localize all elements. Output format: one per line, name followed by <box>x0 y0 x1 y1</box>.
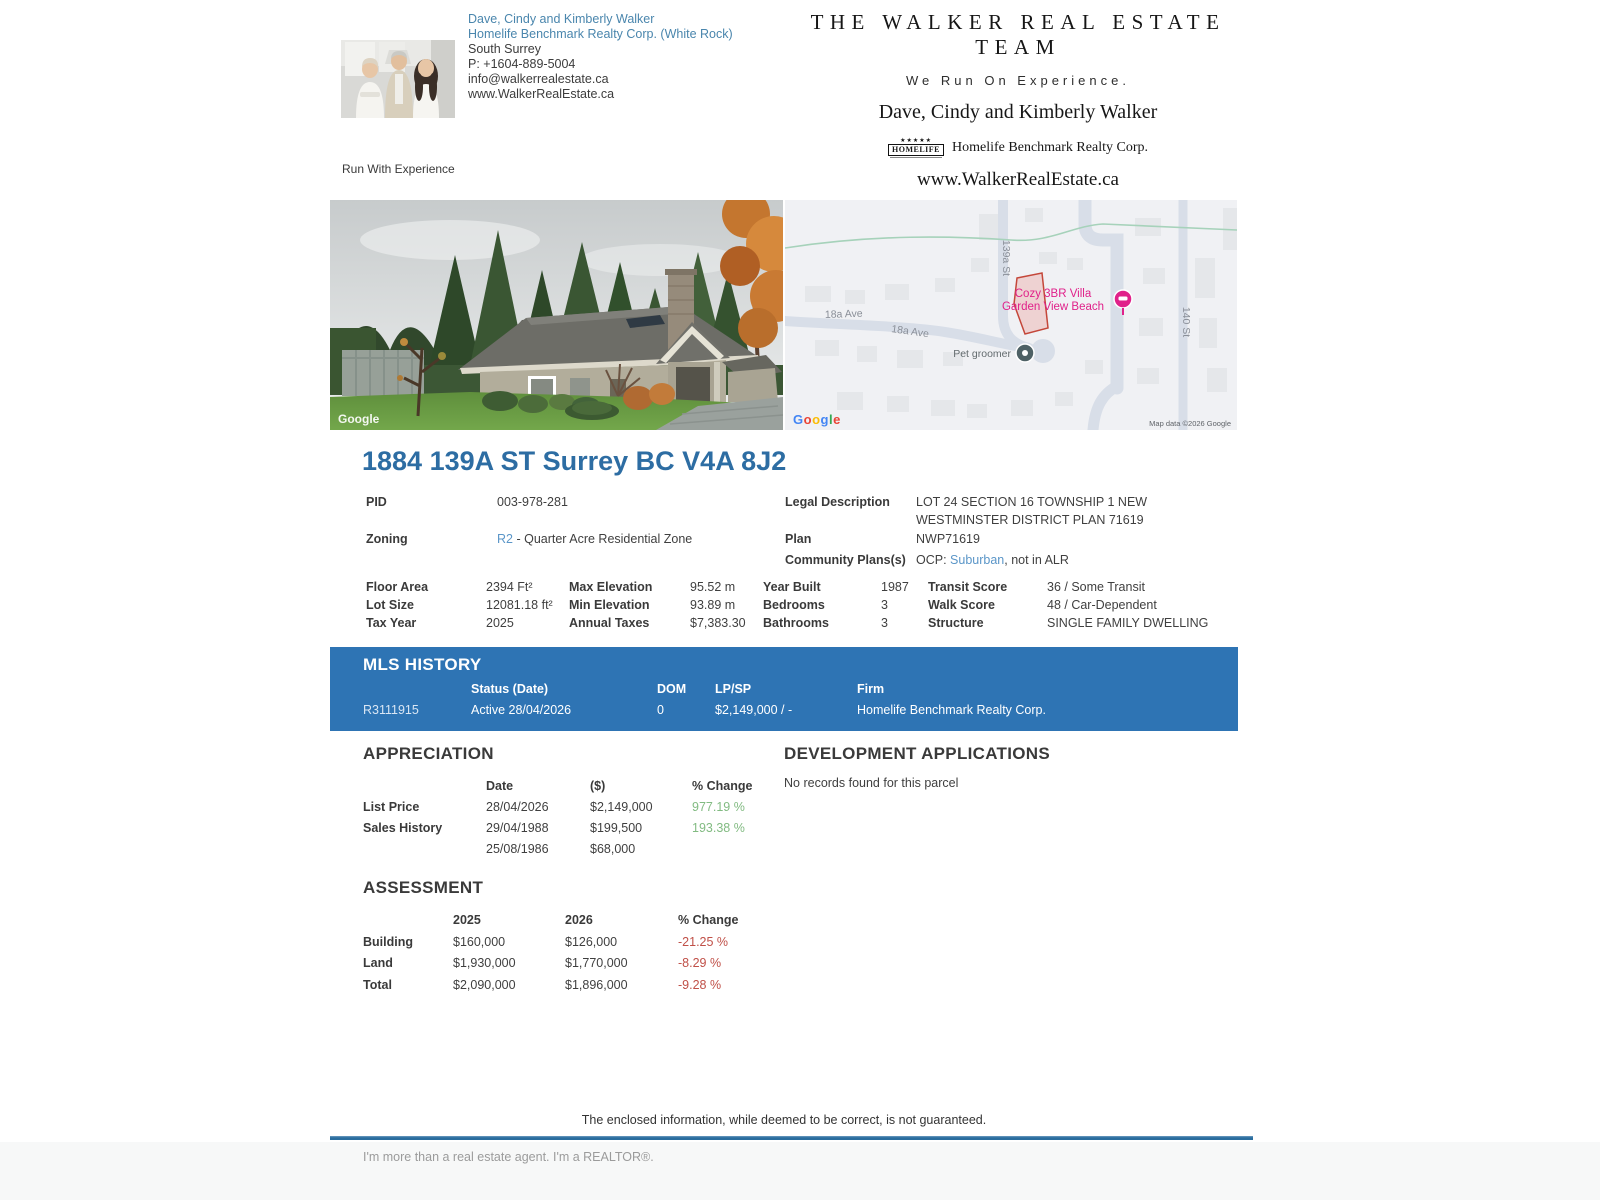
brand-block <box>793 10 1243 191</box>
detail-row-zoning <box>366 531 692 549</box>
development-empty-message: No records found for this parcel <box>784 776 959 790</box>
brand-agent-names: Dave, Cindy and Kimberly Walker <box>878 101 1158 123</box>
appreciation-change-positive: 977.19 % <box>692 800 745 814</box>
disclaimer-text: The enclosed information, while deemed to be correct, is not guaranteed. <box>581 1113 987 1127</box>
walk-score-label: Walk Score <box>928 598 995 612</box>
assessment-section <box>363 878 763 996</box>
brand-slogan: Run With Experience <box>342 162 455 176</box>
lot-size-value: 12081.18 ft² <box>486 598 553 612</box>
map-image <box>785 200 1237 430</box>
assessment-header <box>363 910 763 932</box>
assessment-row-building: Building $160,000 $126,000 -21.25 % <box>363 932 763 954</box>
agent-name: Dave, Cindy and Kimberly Walker <box>468 12 655 26</box>
assessment-change-negative: -9.28 % <box>678 977 722 992</box>
detail-row-community <box>785 552 1156 570</box>
agent-team-photo <box>341 40 455 118</box>
villa-poi-line2: Garden View Beach <box>1001 301 1105 313</box>
community-prefix: OCP: <box>916 553 951 567</box>
detail-row-legal <box>785 494 1156 529</box>
transit-score-value: 36 / Some Transit <box>1047 580 1145 594</box>
agent-right <box>413 59 439 118</box>
development-applications-section <box>784 744 1204 790</box>
footer-divider <box>330 1136 1253 1140</box>
floor-area-value: 2394 Ft² <box>486 580 533 594</box>
bedrooms-value: 3 <box>881 598 888 612</box>
appreciation-title: APPRECIATION <box>363 744 494 763</box>
mls-col-status: Status (Date) <box>471 682 549 696</box>
assessment-col-change: % Change <box>678 913 739 927</box>
legal-value: LOT 24 SECTION 16 TOWNSHIP 1 NEW WESTMINSTER DISTRICT PLAN 71619 <box>916 495 1148 527</box>
mls-col-dom: DOM <box>657 682 687 696</box>
appreciation-col-change: % Change <box>692 779 753 793</box>
villa-poi-line1: Cozy 3BR Villa <box>1014 288 1092 300</box>
floor-area-label: Floor Area <box>366 580 429 594</box>
tax-year-label: Tax Year <box>366 616 417 630</box>
stats-row-2 <box>366 596 1257 614</box>
transit-score-label: Transit Score <box>928 580 1008 594</box>
pid-label: PID <box>366 495 387 509</box>
walk-score-value: 48 / Car-Dependent <box>1047 598 1157 612</box>
street-label-18a-2: 18a Ave <box>890 323 930 341</box>
street-label-139a: 139a St <box>1000 239 1012 277</box>
appreciation-section <box>363 744 763 860</box>
pet-groomer-label: Pet groomer <box>953 348 1011 360</box>
bathrooms-label: Bathrooms <box>763 616 829 630</box>
assessment-row-land: Land $1,930,000 $1,770,000 -8.29 % <box>363 953 763 975</box>
brand-brokerage-row <box>793 138 1243 158</box>
max-elevation-value: 95.52 m <box>690 580 736 594</box>
structure-value: SINGLE FAMILY DWELLING <box>1047 616 1209 630</box>
street-label-18a-1: 18a Ave <box>824 307 863 321</box>
assessment-change-negative: -21.25 % <box>678 934 729 949</box>
zoning-link[interactable]: R2 <box>497 532 513 546</box>
mls-history-banner <box>330 647 1238 731</box>
legal-label: Legal Description <box>785 495 890 509</box>
mls-number-link[interactable]: R3111915 <box>363 703 419 717</box>
structure-label: Structure <box>928 616 984 630</box>
map-attribution: Map data ©2026 Google <box>1149 419 1231 428</box>
stars-icon: ★★★★★ <box>900 138 932 144</box>
appreciation-change-positive: 193.38 % <box>692 821 745 835</box>
stats-row-3 <box>366 614 1257 632</box>
appreciation-header <box>363 776 763 797</box>
agent-contact-block <box>468 12 733 102</box>
assessment-change-negative: -8.29 % <box>678 956 722 970</box>
google-logo: Google <box>793 412 841 427</box>
plan-value: NWP71619 <box>916 532 980 546</box>
appreciation-row-list-price: List Price 28/04/2026 $2,149,000 977.19 % <box>363 797 763 818</box>
appreciation-col-amount: ($) <box>590 779 606 793</box>
assessment-row-total: Total $2,090,000 $1,896,000 -9.28 % <box>363 975 763 997</box>
google-watermark: Google <box>338 412 380 426</box>
brand-tagline: We Run On Experience. <box>906 73 1130 88</box>
mls-history-title: MLS HISTORY <box>363 655 482 674</box>
agent-area: South Surrey <box>468 42 541 56</box>
zoning-text: - Quarter Acre Residential Zone <box>512 532 693 546</box>
bedrooms-label: Bedrooms <box>763 598 825 612</box>
stats-row-1 <box>366 578 1257 596</box>
agent-phone: P: +1604-889-5004 <box>468 57 576 71</box>
brand-team-name: THE WALKER REAL ESTATE TEAM <box>810 10 1226 59</box>
development-title: DEVELOPMENT APPLICATIONS <box>784 744 1050 763</box>
detail-row-plan <box>785 531 1156 549</box>
appreciation-row-sales-1: Sales History 29/04/1988 $199,500 193.38 % <box>363 818 763 839</box>
annual-taxes-value: $7,383.30 <box>690 616 746 630</box>
year-built-label: Year Built <box>763 580 821 594</box>
mls-dom: 0 <box>657 703 664 717</box>
annual-taxes-label: Annual Taxes <box>569 616 650 630</box>
assessment-col-2026: 2026 <box>565 913 593 927</box>
mls-lpsp: $2,149,000 / - <box>715 703 793 717</box>
property-stats-grid <box>366 578 1257 632</box>
mls-col-lpsp: LP/SP <box>715 682 752 696</box>
bottom-strip <box>0 1142 1600 1200</box>
realtor-tagline: I'm more than a real estate agent. I'm a REALTOR®. <box>363 1150 654 1164</box>
tax-year-value: 2025 <box>486 616 514 630</box>
agent-email: info@walkerrealestate.ca <box>468 72 609 86</box>
detail-row-pid <box>366 494 568 512</box>
house-street-view-photo <box>330 200 783 430</box>
year-built-value: 1987 <box>881 580 909 594</box>
agent-website: www.WalkerRealEstate.ca <box>468 87 615 101</box>
street-label-140: 140 St <box>1180 306 1192 338</box>
assessment-col-2025: 2025 <box>453 913 481 927</box>
zoning-label: Zoning <box>366 532 408 546</box>
mls-status: Active 28/04/2026 <box>471 703 572 717</box>
plan-label: Plan <box>785 532 812 546</box>
agent-brokerage: Homelife Benchmark Realty Corp. (White Rock) <box>468 27 733 41</box>
brand-brokerage-name: Homelife Benchmark Realty Corp. <box>952 140 1148 155</box>
bathrooms-value: 3 <box>881 616 888 630</box>
community-suffix: , not in ALR <box>1004 553 1069 567</box>
community-label: Community Plans(s) <box>785 553 906 567</box>
min-elevation-label: Min Elevation <box>569 598 650 612</box>
property-address-title: 1884 139A ST Surrey BC V4A 8J2 <box>362 446 787 476</box>
homelife-logo-icon: ★★★★★ HOMELIFE <box>888 138 944 158</box>
mls-col-firm: Firm <box>857 682 885 696</box>
max-elevation-label: Max Elevation <box>569 580 653 594</box>
brand-website: www.WalkerRealEstate.ca <box>917 169 1119 190</box>
appreciation-col-date: Date <box>486 779 514 793</box>
mls-firm: Homelife Benchmark Realty Corp. <box>857 703 1046 717</box>
pid-value: 003-978-281 <box>497 495 568 509</box>
min-elevation-value: 93.89 m <box>690 598 736 612</box>
lot-size-label: Lot Size <box>366 598 414 612</box>
community-plan-link[interactable]: Suburban <box>950 553 1005 567</box>
appreciation-row-sales-2: 25/08/1986 $68,000 <box>486 842 636 856</box>
assessment-title: ASSESSMENT <box>363 878 484 897</box>
